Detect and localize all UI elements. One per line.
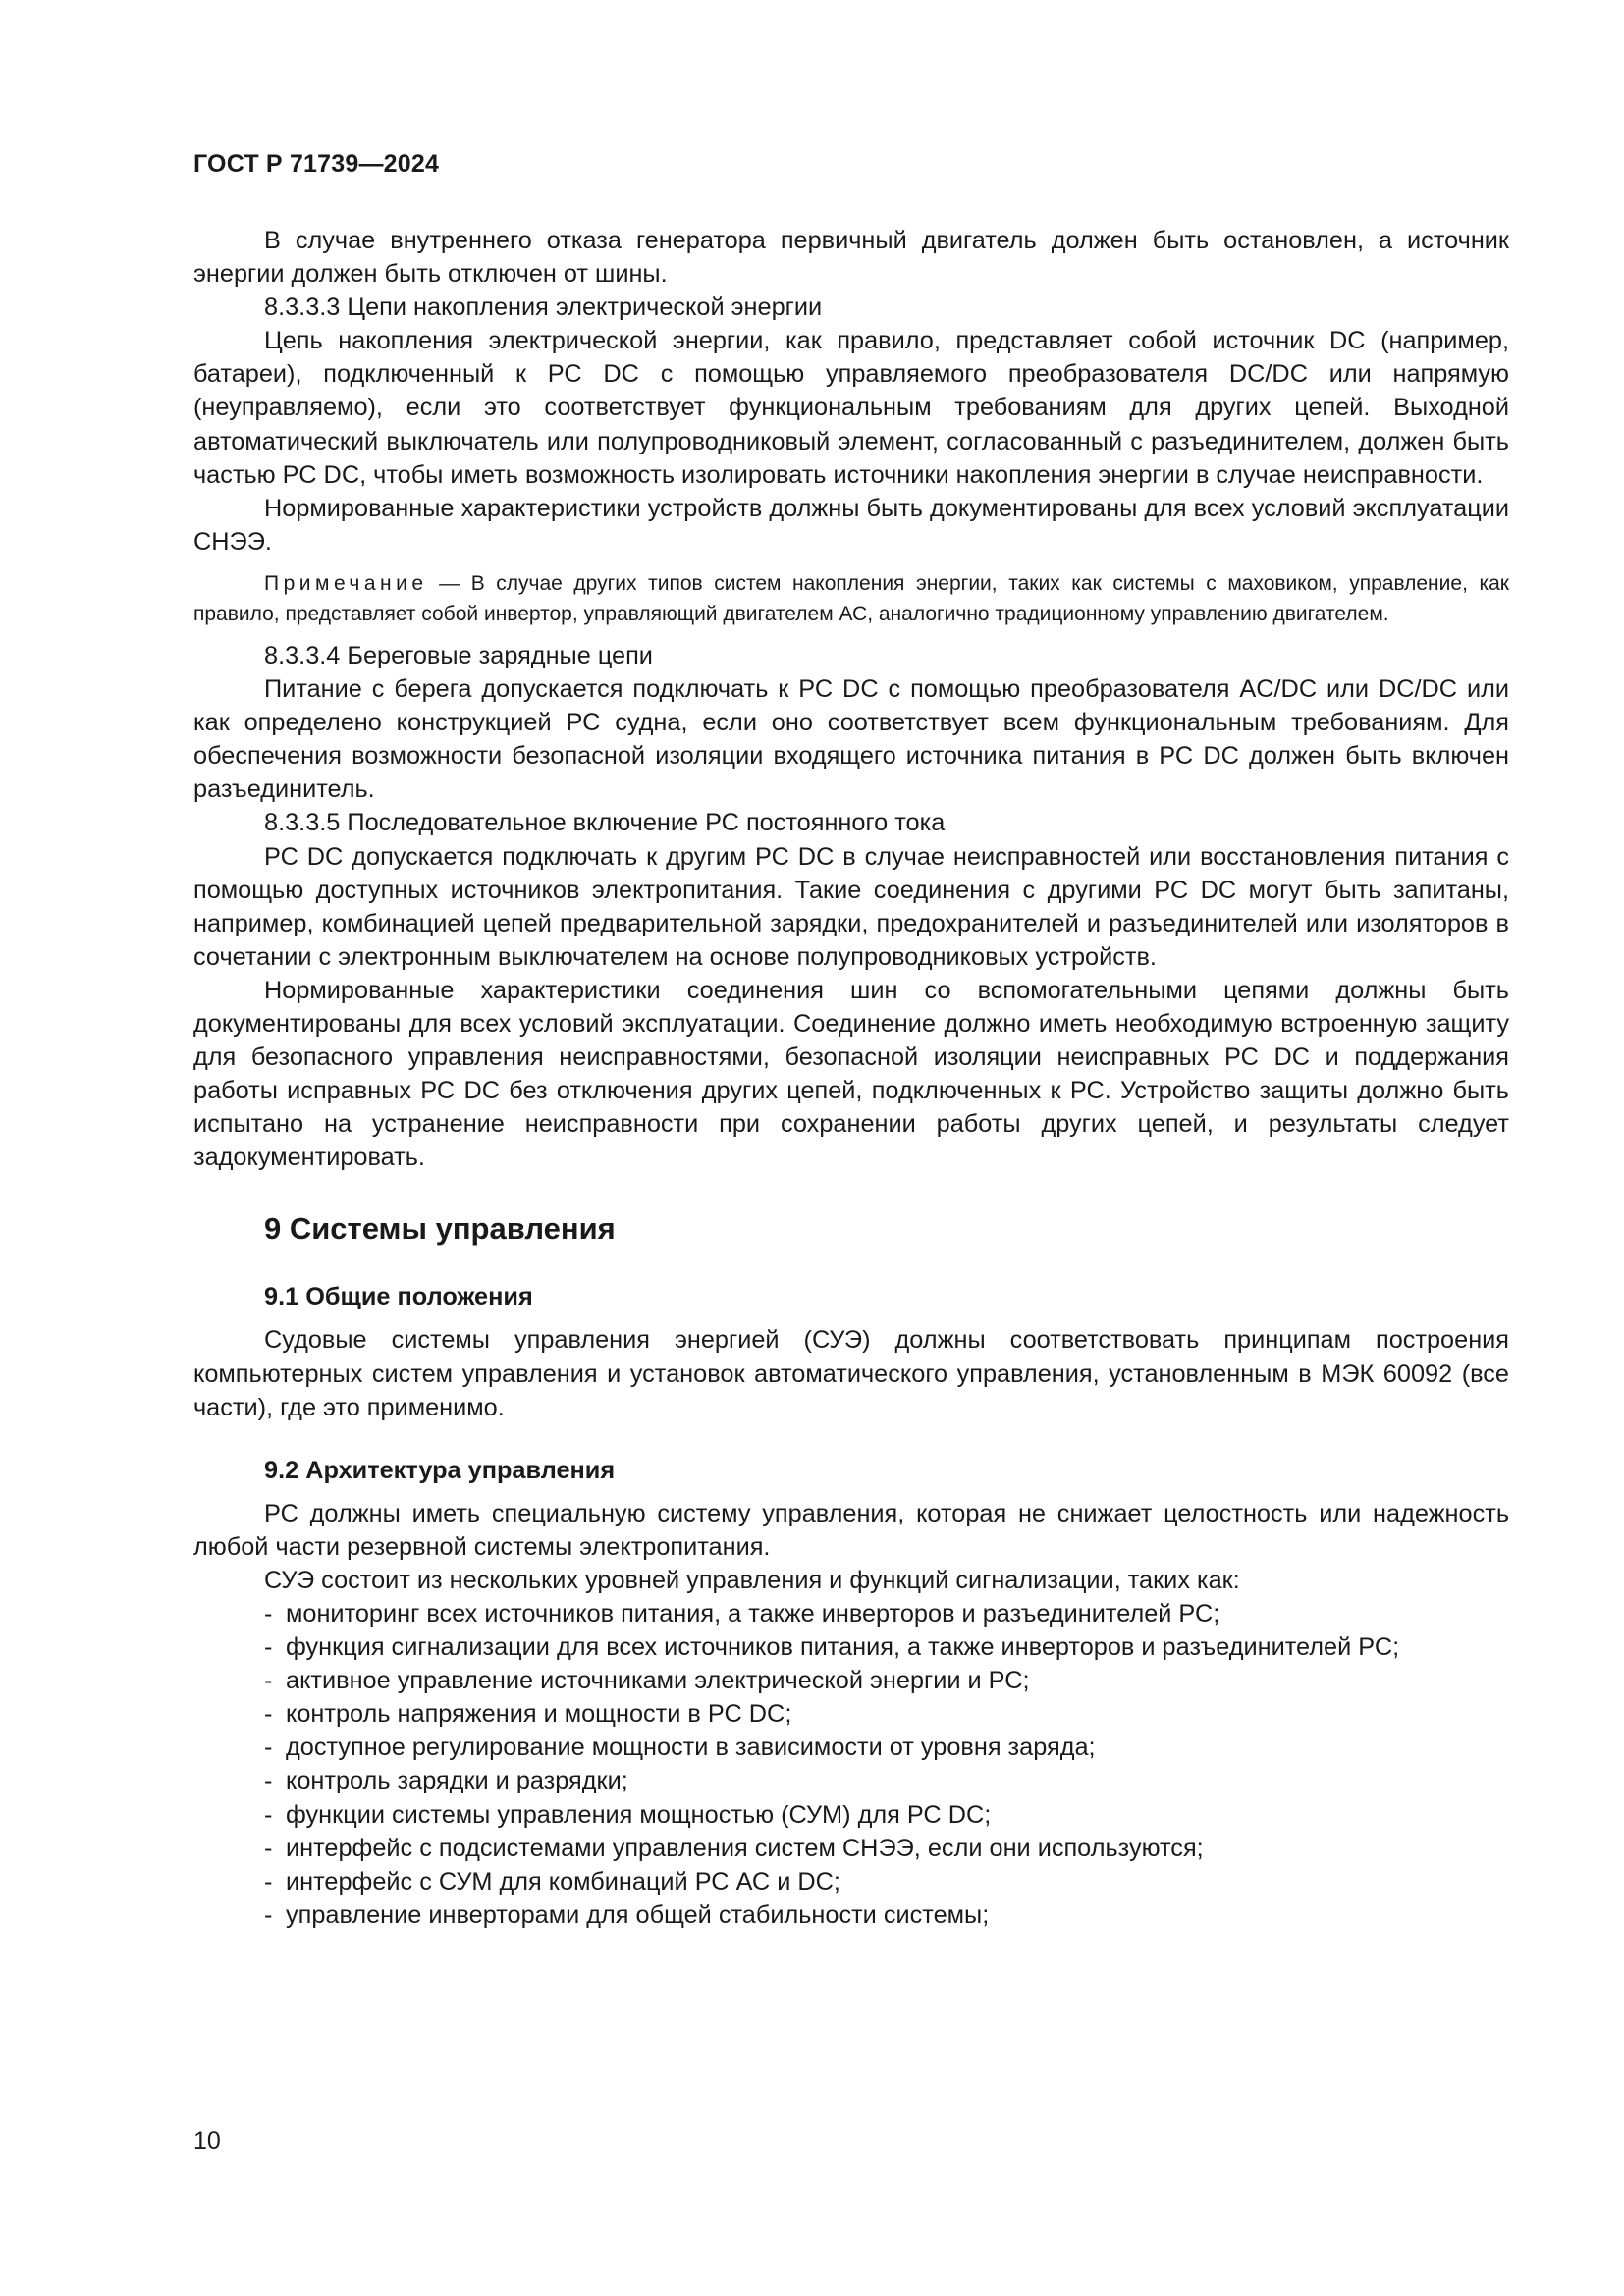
page-number: 10: [193, 2127, 221, 2155]
list-item: - мониторинг всех источников питания, а также инверторов и разъединителей РС;: [193, 1597, 1509, 1630]
paragraph: РС DC допускается подключать к другим РС DC в случае неисправностей или восстановления питания с помощью доступных источников электропитания. Такие соединения с другими РС DC могут быть запитаны, например, комбинацией цепей предварительной зарядки, предохранителей и разъединителей или изоляторов в сочетании с электронным выключателем на основе полупроводниковых устройств.: [193, 842, 1509, 971]
list-dash: -: [264, 1633, 273, 1662]
list-item: - интерфейс с подсистемами управления систем СНЭЭ, если они используются;: [193, 1832, 1509, 1865]
list-dash: -: [264, 1734, 273, 1762]
paragraph: Питание с берега допускается подключать к РС DC с помощью преобразователя AC/DC или DC/DC или как определено конструкцией РС судна, если оно соответствует всем функциональным требованиям. Для обеспечения возможности безопасной изоляции входящего источника питания в РС DC должен быть включен разъединитель.: [193, 675, 1509, 804]
list-dash: -: [264, 1867, 273, 1896]
section-title: 9 Системы управления: [264, 1211, 616, 1247]
note-label: Примечание: [264, 571, 428, 595]
list-item: - функция сигнализации для всех источников питания, а также инверторов и разъединителей РС;: [193, 1630, 1509, 1664]
note-text: — В случае других типов систем накопления энергии, таких как системы с маховиком, управление, как правило, представляет собой инвертор, управляющий двигателем АС, аналогично традиционному управлению двигателем.: [193, 571, 1509, 625]
section-9-2-title: 9.2 Архитектура управления: [264, 1456, 616, 1484]
note: [193, 568, 1509, 629]
paragraph: Нормированные характеристики устройств должны быть документированы для всех условий эксплуатации СНЭЭ.: [193, 494, 1509, 556]
list-dash: -: [264, 1667, 273, 1695]
list-dash: -: [264, 1900, 273, 1929]
paragraph: В случае внутреннего отказа генератора первичный двигатель должен быть остановлен, а источник энергии должен быть отключен от шины.: [193, 227, 1509, 289]
subsection-title: 8.3.3.3 Цепи накопления электрической энергии: [264, 294, 823, 322]
list-item: - контроль напряжения и мощности в РС DC;: [193, 1697, 1509, 1731]
list-dash: -: [264, 1800, 273, 1829]
list-dash: -: [264, 1600, 273, 1628]
list-item: - доступное регулирование мощности в зависимости от уровня заряда;: [193, 1731, 1509, 1764]
section-9-1-title: 9.1 Общие положения: [264, 1283, 533, 1311]
document-body: [193, 224, 1509, 1932]
paragraph: РС должны иметь специальную систему управления, которая не снижает целостность или надежность любой части резервной системы электропитания.: [193, 1499, 1509, 1561]
list-item: - контроль зарядки и разрядки;: [193, 1764, 1509, 1797]
list-item: - активное управление источниками электрической энергии и РС;: [193, 1664, 1509, 1697]
list-item: - управление инверторами для общей стабильности системы;: [193, 1898, 1509, 1932]
subsection-title: 8.3.3.4 Береговые зарядные цепи: [264, 641, 653, 669]
list-item: - функции системы управления мощностью (СУМ) для РС DC;: [193, 1798, 1509, 1832]
list-dash: -: [264, 1767, 273, 1795]
paragraph: Цепь накопления электрической энергии, как правило, представляет собой источник DC (например, батареи), подключенный к РС DC с помощью управляемого преобразователя DC/DC или напрямую (неуправляемо), если это соответствует функциональным требованиям для других цепей. Выходной автоматический выключатель или полупроводниковый элемент, согласованный с разъединителем, должен быть частью РС DC, чтобы иметь возможность изолировать источники накопления энергии в случае неисправности.: [193, 327, 1509, 489]
list-item: - интерфейс с СУМ для комбинаций РС АС и DC;: [193, 1865, 1509, 1898]
document-header: ГОСТ Р 71739—2024: [193, 150, 440, 178]
paragraph: СУЭ состоит из нескольких уровней управления и функций сигнализации, таких как:: [264, 1566, 1240, 1594]
list-dash: -: [264, 1700, 273, 1729]
subsection-title: 8.3.3.5 Последовательное включение РС постоянного тока: [264, 809, 946, 837]
paragraph: Нормированные характеристики соединения шин со вспомогательными цепями должны быть документированы для всех условий эксплуатации. Соединение должно иметь необходимую встроенную защиту для безопасного управления неисправностями, безопасной изоляции неисправных РС DC и поддержания работы исправных РС DC без отключения других цепей, подключенных к РС. Устройство защиты должно быть испытано на устранение неисправности при сохранении работы других цепей, и результаты следует задокументировать.: [193, 976, 1509, 1172]
paragraph: Судовые системы управления энергией (СУЭ) должны соответствовать принципам построения компьютерных систем управления и установок автоматического управления, установленным в МЭК 60092 (все части), где это применимо.: [193, 1326, 1509, 1421]
requirements-list: [193, 1597, 1509, 1932]
list-dash: -: [264, 1834, 273, 1862]
